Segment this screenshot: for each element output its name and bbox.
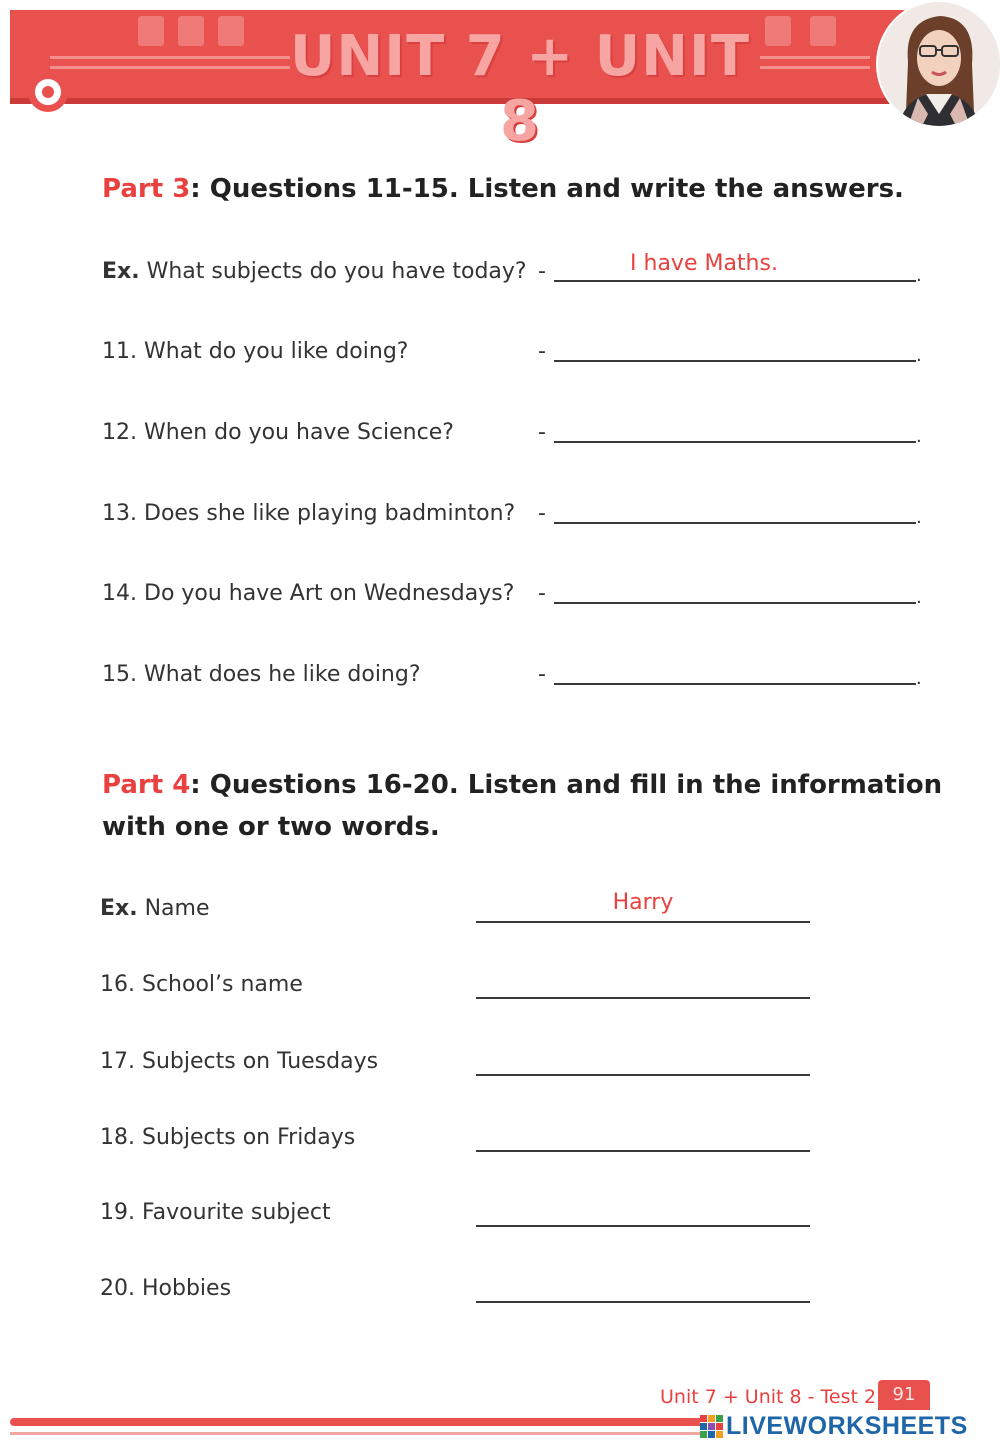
page-number: 91 <box>878 1380 930 1414</box>
fill-label: Ex. Name <box>100 896 210 921</box>
answer-input-18[interactable] <box>476 1150 810 1152</box>
fill-row <box>100 1120 820 1156</box>
banner-decoration <box>50 56 290 59</box>
part4-label: Part 4 <box>102 770 191 800</box>
question-text: 15. What does he like doing? <box>102 662 421 687</box>
banner-decoration <box>138 16 164 46</box>
question-text: 13. Does she like playing badminton? <box>102 501 516 526</box>
question-row <box>102 496 932 532</box>
footer-stripe <box>10 1432 710 1435</box>
question-row <box>102 576 932 612</box>
banner-decoration <box>178 16 204 46</box>
question-row <box>102 415 932 451</box>
fill-label: 18. Subjects on Fridays <box>100 1125 356 1150</box>
answer-end: . <box>916 265 922 286</box>
question-dash: - <box>538 662 546 687</box>
fill-row <box>100 1195 820 1231</box>
question-dash: - <box>538 259 546 284</box>
answer-input-19[interactable] <box>476 1225 810 1227</box>
page-title: UNIT 7 + UNIT 8 <box>289 24 751 154</box>
banner-circle-icon <box>28 72 68 112</box>
answer-input-13[interactable] <box>554 522 916 524</box>
banner-decoration <box>765 16 791 46</box>
header-banner <box>10 10 970 154</box>
question-text: 11. What do you like doing? <box>102 339 409 364</box>
answer-end: . <box>916 668 922 689</box>
fill-label: 19. Favourite subject <box>100 1200 331 1225</box>
question-dash: - <box>538 501 546 526</box>
answer-line <box>476 921 810 923</box>
question-text: Ex. What subjects do you have today? <box>102 259 527 284</box>
answer-end: . <box>916 345 922 366</box>
fill-label: 20. Hobbies <box>100 1276 232 1301</box>
question-row <box>102 657 932 693</box>
answer-input-11[interactable] <box>554 360 916 362</box>
question-dash: - <box>538 420 546 445</box>
question-row <box>102 251 932 290</box>
banner-decoration <box>218 16 244 46</box>
answer-input-12[interactable] <box>554 441 916 443</box>
example-answer: I have Maths. <box>630 251 778 276</box>
question-row <box>102 334 932 370</box>
answer-end: . <box>916 507 922 528</box>
answer-input-17[interactable] <box>476 1074 810 1076</box>
banner-decoration <box>50 66 290 69</box>
part4-heading <box>102 764 942 848</box>
answer-end: . <box>916 426 922 447</box>
banner-decoration <box>760 66 870 69</box>
example-answer: Harry <box>612 890 674 915</box>
answer-input-14[interactable] <box>554 602 916 604</box>
liveworksheets-icon <box>700 1415 724 1439</box>
watermark-text: LIVEWORKSHEETS <box>726 1412 968 1440</box>
answer-input-16[interactable] <box>476 997 810 999</box>
part4-instruction: : Questions 16-20. Listen and fill in the information <box>190 770 943 800</box>
answer-input-20[interactable] <box>476 1301 810 1303</box>
part3-heading <box>102 168 904 210</box>
question-dash: - <box>538 339 546 364</box>
banner-decoration <box>760 56 870 59</box>
answer-line <box>554 280 916 282</box>
part4-instruction-cont: with one or two words. <box>102 812 440 842</box>
answer-input-15[interactable] <box>554 683 916 685</box>
fill-label: 17. Subjects on Tuesdays <box>100 1049 379 1074</box>
fill-row <box>100 891 820 927</box>
answer-end: . <box>916 587 922 608</box>
fill-row <box>100 967 820 1003</box>
question-dash: - <box>538 581 546 606</box>
fill-label: 16. School’s name <box>100 972 303 997</box>
part3-instruction: : Questions 11-15. Listen and write the answers. <box>190 174 904 204</box>
question-text: 14. Do you have Art on Wednesdays? <box>102 581 515 606</box>
fill-row <box>100 1044 820 1080</box>
fill-row <box>100 1271 820 1307</box>
avatar <box>876 0 1000 128</box>
watermark-logo <box>700 1410 996 1442</box>
person-photo-icon <box>878 2 1000 126</box>
question-text: 12. When do you have Science? <box>102 420 454 445</box>
footer-caption: Unit 7 + Unit 8 - Test 2 <box>660 1386 877 1408</box>
banner-decoration <box>810 16 836 46</box>
part3-label: Part 3 <box>102 174 191 204</box>
